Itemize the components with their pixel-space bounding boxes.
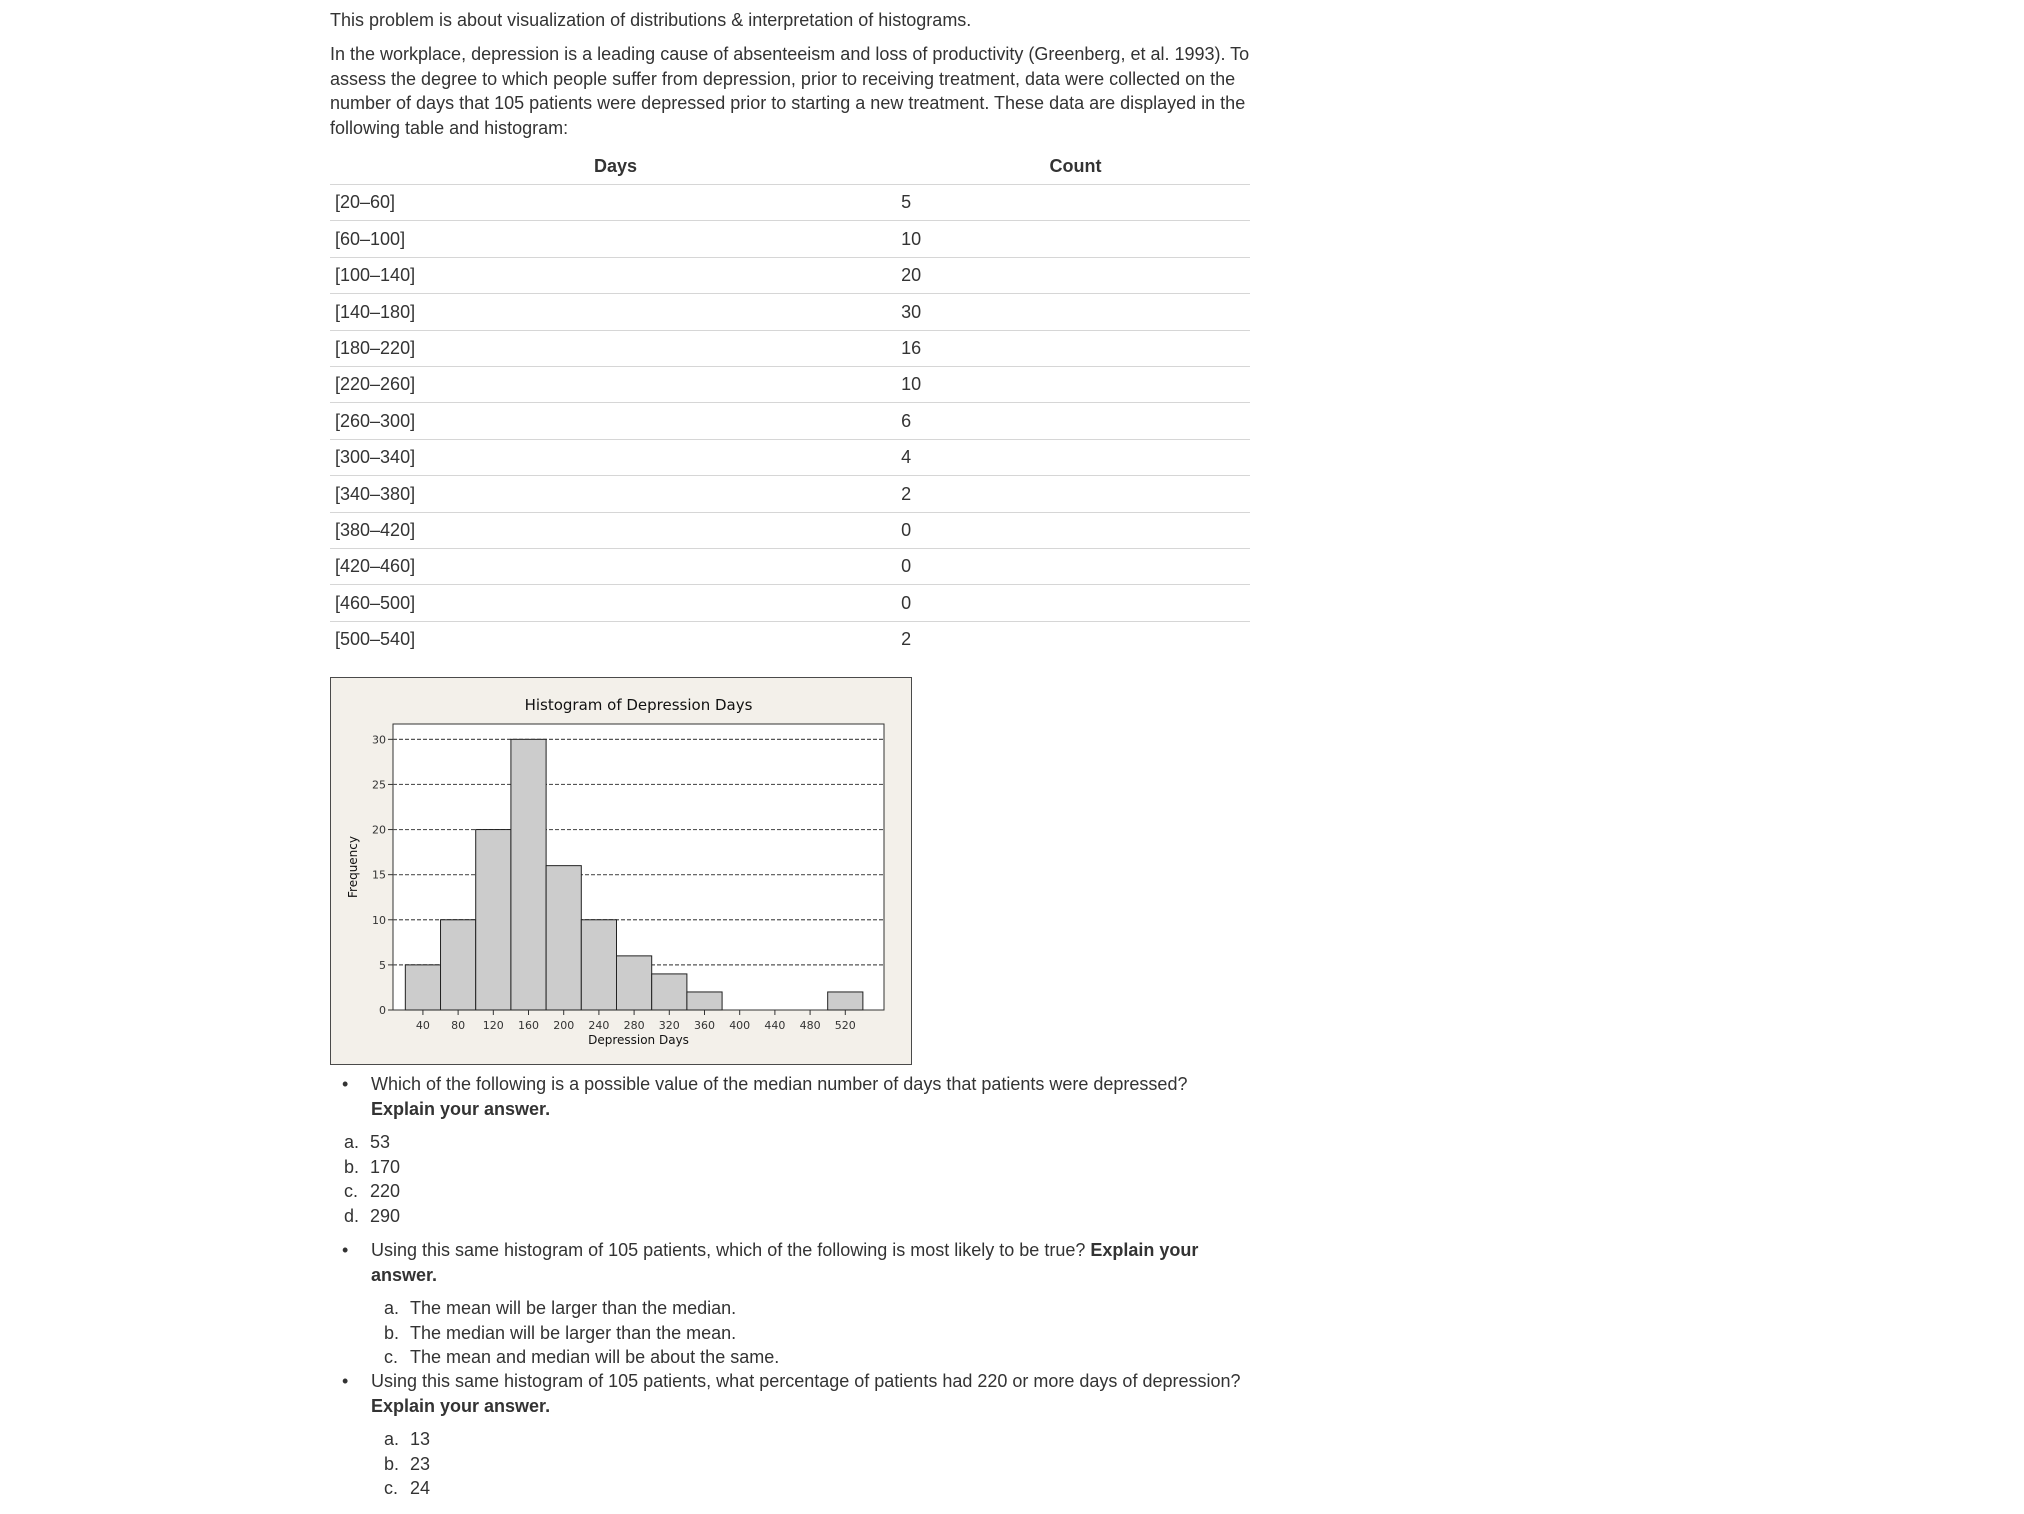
- chart-title: Histogram of Depression Days: [524, 696, 753, 714]
- option-text: 23: [410, 1453, 431, 1474]
- question-1-prompt: Which of the following is a possible value of the median number of days that patients were depressed?: [371, 1074, 1188, 1094]
- option-text: The median will be larger than the mean.: [410, 1322, 737, 1343]
- days-cell: [380–420]: [330, 512, 901, 548]
- y-tick-label: 5: [379, 958, 386, 972]
- table-row: [330, 512, 1250, 548]
- option-letter: a.: [344, 1132, 360, 1152]
- question-1-text: [371, 1072, 1250, 1121]
- table-row: [330, 548, 1250, 584]
- option-letter: d.: [344, 1205, 360, 1226]
- option-text: 13: [410, 1429, 431, 1449]
- histogram-bar: [828, 992, 863, 1010]
- bullet-2: •: [342, 1240, 349, 1260]
- question-3-options: [384, 1427, 1250, 1501]
- histogram-figure: [330, 677, 912, 1065]
- option-letter: a.: [384, 1298, 400, 1318]
- count-cell: 16: [901, 330, 1250, 366]
- table-row: [330, 476, 1250, 512]
- table-row: [330, 294, 1250, 330]
- question-1-explain: Explain your answer.: [371, 1098, 551, 1119]
- answer-option: [384, 1476, 1250, 1501]
- option-letter: c.: [384, 1347, 399, 1367]
- answer-option: [344, 1155, 1250, 1180]
- count-cell: 10: [901, 221, 1250, 257]
- option-text: 53: [370, 1132, 391, 1152]
- option-letter: b.: [384, 1453, 400, 1474]
- days-cell: [420–460]: [330, 548, 901, 584]
- answer-option: [344, 1179, 1250, 1204]
- x-axis-label: Depression Days: [588, 1033, 689, 1047]
- y-tick-label: 0: [379, 1004, 386, 1017]
- x-tick-label: 360: [693, 1019, 715, 1032]
- x-tick-label: 520: [834, 1019, 856, 1032]
- question-2-text: [371, 1238, 1250, 1287]
- option-letter: b.: [344, 1156, 360, 1177]
- count-cell: 5: [901, 185, 1250, 221]
- table-row: [330, 585, 1250, 621]
- header-days: Days: [330, 148, 901, 185]
- table-row: [330, 221, 1250, 257]
- x-tick-label: 320: [658, 1019, 680, 1032]
- count-cell: 6: [901, 403, 1250, 439]
- x-tick-label: 240: [588, 1019, 610, 1032]
- y-axis-label: Frequency: [346, 836, 360, 898]
- x-tick-label: 400: [729, 1019, 751, 1032]
- intro-text: This problem is about visualization of distributions & interpretation of histograms.: [330, 10, 972, 30]
- bullet-1: •: [342, 1074, 349, 1094]
- question-2-options: [384, 1296, 1250, 1370]
- option-text: 170: [370, 1156, 401, 1177]
- table-row: [330, 257, 1250, 293]
- question-2: [330, 1238, 1250, 1370]
- y-tick-label: 25: [372, 778, 386, 792]
- histogram-bar: [405, 965, 440, 1010]
- histogram-bar: [617, 956, 652, 1010]
- question-1-options: [344, 1130, 1250, 1228]
- x-tick-label: 120: [482, 1019, 504, 1032]
- x-tick-label: 40: [415, 1019, 430, 1032]
- days-cell: [260–300]: [330, 403, 901, 439]
- table-body: [330, 185, 1250, 658]
- x-tick-label: 160: [518, 1019, 540, 1032]
- histogram-bar: [652, 974, 687, 1010]
- days-cell: [500–540]: [335, 629, 416, 650]
- days-cell: [100–140]: [330, 257, 901, 293]
- option-letter: a.: [384, 1429, 400, 1449]
- count-cell: 20: [901, 257, 1250, 293]
- count-cell: 0: [901, 585, 1250, 621]
- x-tick-label: 480: [799, 1019, 821, 1032]
- answer-option: [344, 1204, 1250, 1229]
- question-3-text: [371, 1369, 1250, 1418]
- count-cell: 2: [901, 476, 1250, 512]
- answer-option: [384, 1321, 1250, 1346]
- x-tick-label: 440: [764, 1019, 786, 1032]
- x-tick-label: 200: [553, 1019, 575, 1032]
- y-tick-label: 20: [372, 823, 386, 837]
- answer-option: [344, 1130, 1250, 1155]
- days-cell: [180–220]: [330, 330, 901, 366]
- option-text: The mean and median will be about the same.: [410, 1347, 780, 1367]
- histogram-bar: [511, 739, 546, 1010]
- header-count: Count: [901, 148, 1250, 185]
- answer-option: [384, 1427, 1250, 1452]
- days-count-table: [330, 148, 1250, 657]
- days-cell: [60–100]: [330, 221, 901, 257]
- option-letter: c.: [384, 1478, 399, 1498]
- histogram-bar: [687, 992, 722, 1010]
- count-cell: 30: [901, 294, 1250, 330]
- table-row: [330, 330, 1250, 366]
- option-text: 24: [410, 1478, 431, 1498]
- histogram-chart: [331, 678, 913, 1066]
- count-cell: 0: [901, 512, 1250, 548]
- question-2-explain: Explain your answer.: [371, 1240, 1199, 1285]
- days-cell: [460–500]: [330, 585, 901, 621]
- question-2-prompt: Using this same histogram of 105 patients, which of the following is most likely to be true?: [371, 1240, 1091, 1260]
- y-tick-label: 10: [372, 913, 386, 927]
- x-tick-label: 80: [451, 1019, 466, 1032]
- answer-option: [384, 1452, 1250, 1477]
- table-row: [330, 403, 1250, 439]
- table-row: [330, 439, 1250, 475]
- question-3-explain: Explain your answer.: [371, 1395, 551, 1416]
- question-1: [330, 1072, 1250, 1228]
- histogram-bar: [546, 866, 581, 1010]
- question-3-prompt: Using this same histogram of 105 patients, what percentage of patients had 220 or more days of depression?: [371, 1371, 1241, 1391]
- days-cell: [20–60]: [330, 185, 901, 221]
- answer-option: [384, 1296, 1250, 1321]
- table-row: [330, 185, 1250, 221]
- option-letter: b.: [384, 1322, 400, 1343]
- histogram-bar: [476, 830, 511, 1010]
- table-header-row: [330, 148, 1250, 185]
- days-cell: [340–380]: [330, 476, 901, 512]
- problem-paragraph: In the workplace, depression is a leading cause of absenteeism and loss of productivity (Greenberg, et al. 1993). To assess the degree to which people suffer from depression, prior to receiving treatment, data were collected on the number of days that 105 patients were depressed prior to starting a new treatment. These data are displayed in the following table and histogram:: [330, 44, 1250, 138]
- y-tick-label: 15: [372, 868, 386, 882]
- option-text: 290: [370, 1205, 401, 1226]
- table-row: [330, 621, 1250, 657]
- days-cell: [300–340]: [330, 439, 901, 475]
- days-cell: [140–180]: [330, 294, 901, 330]
- option-text: The mean will be larger than the median.: [410, 1298, 737, 1318]
- table-row: [330, 366, 1250, 402]
- count-cell: 0: [901, 548, 1250, 584]
- option-text: 220: [370, 1181, 401, 1201]
- answer-option: [384, 1345, 1250, 1370]
- count-cell: 10: [901, 366, 1250, 402]
- histogram-bar: [441, 920, 476, 1010]
- count-cell: 2: [901, 629, 912, 650]
- question-3: [330, 1369, 1250, 1501]
- days-cell: [220–260]: [330, 366, 901, 402]
- histogram-bar: [581, 920, 616, 1010]
- y-tick-label: 30: [372, 733, 386, 747]
- bullet-3: •: [342, 1371, 349, 1391]
- count-cell: 4: [901, 439, 1250, 475]
- x-tick-label: 280: [623, 1019, 645, 1032]
- option-letter: c.: [344, 1181, 359, 1201]
